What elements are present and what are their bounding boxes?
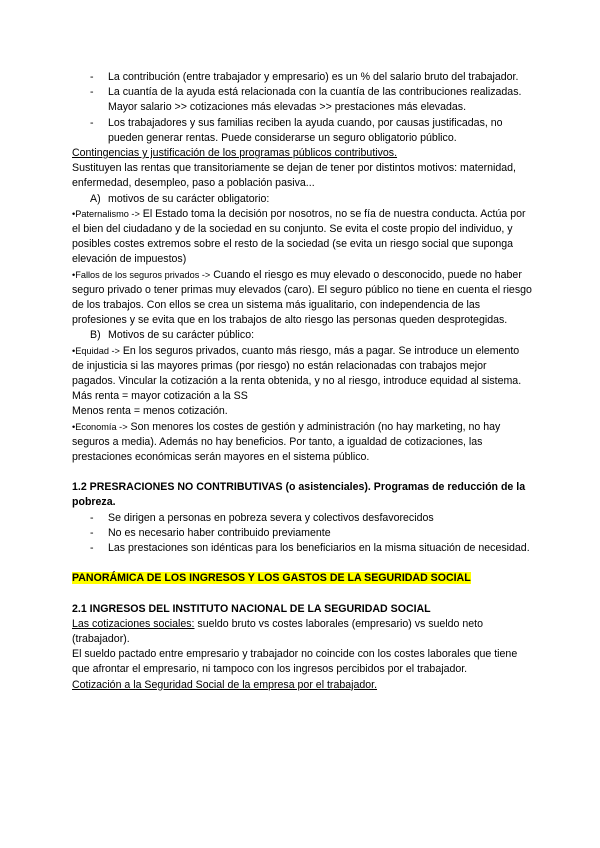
contingencias-heading: Contingencias y justificación de los programas públicos contributivos. [72,147,398,160]
fallos-text: Cuando el riesgo es muy elevado o desconocido, puede no haber seguro privado o tener primas muy elevados (caro). El seguro público no tiene en cuenta el riesgo de los trabajos. Con ellos se crea un sistema más igualitario, con independencia de las profesiones y se evita que en los trabajos de alto riesgo las personas queden desprotegidas. [72,268,532,327]
spacer [72,556,532,571]
motivos-publico-heading [72,328,532,343]
motivos-obligatorio-title: motivos de su carácter obligatorio: [108,192,270,205]
equidad-label: •Equidad -> [72,345,120,356]
panoramica-heading-line [72,571,532,586]
cotizaciones-label: Las cotizaciones sociales: [72,617,195,630]
pactado-paragraph: El sueldo pactado entre empresario y trabajador no coincide con los costes laborales que tiene que afrontar el empresario, ni tampoco con los ingresos percibidos por el trabajador. [72,648,518,676]
document-page [72,70,532,693]
panoramica-heading: PANORÁMICA DE LOS INGRESOS Y LOS GASTOS DE LA SEGURIDAD SOCIAL [72,572,471,585]
section-2-1-heading: 2.1 INGRESOS DEL INSTITUTO NACIONAL DE LA SEGURIDAD SOCIAL [72,602,431,615]
cotizaciones-paragraph [72,617,532,647]
motivos-publico-title: Motivos de su carácter público: [108,329,255,342]
menos-renta-line: Menos renta = menos cotización. [72,405,228,418]
list-item: - Las prestaciones son idénticas para los beneficiarios en la misma situación de necesidad. [72,541,532,556]
motivos-obligatorio-heading [72,192,532,207]
equidad-paragraph [72,344,532,390]
no-contributivas-list [72,511,532,557]
list-item: - La contribución (entre trabajador y empresario) es un % del salario bruto del trabajador. [72,70,532,85]
spacer [72,587,532,602]
paternalismo-paragraph [72,207,532,268]
economia-text: Son menores los costes de gestión y administración (no hay marketing, no hay seguros a media). Además no hay beneficios. Por tanto, a igualdad de cotizaciones, las prestaciones económicas serán mayores en el sistema público. [72,420,501,464]
cotizacion-empresa-heading: Cotización a la Seguridad Social de la empresa por el trabajador. [72,678,378,691]
fallos-paragraph [72,268,532,329]
section-1-2-heading: 1.2 PRESRACIONES NO CONTRIBUTIVAS (o asistenciales). Programas de reducción de la pobreza. [72,481,526,509]
list-letter: A) [90,192,101,205]
contingencias-intro: Sustituyen las rentas que transitoriamente se dejan de tener por distintos motivos: maternidad, enfermedad, desempleo, paso a población pasiva... [72,162,517,190]
list-item: - Se dirigen a personas en pobreza severa y colectivos desfavorecidos [72,511,532,526]
list-item: - No es necesario haber contribuido previamente [72,526,532,541]
economia-paragraph [72,420,532,466]
fallos-label: •Fallos de los seguros privados -> [72,269,211,280]
mas-renta-line: Más renta = mayor cotización a la SS [72,390,248,403]
paternalismo-label: •Paternalismo -> [72,208,140,219]
intro-list [72,70,532,146]
list-letter: B) [90,329,101,342]
spacer [72,465,532,480]
cotizaciones-text: sueldo bruto vs costes laborales (empresario) vs sueldo neto (trabajador). [72,617,484,645]
paternalismo-text: El Estado toma la decisión por nosotros, no se fía de nuestra conducta. Actúa por el bien del ciudadano y de la sociedad en su conjunto. Se evita el coste propio del individuo, y posibles costes extremos sobre el resto de la sociedad (se evita un riesgo social que suponga elevación de impuestos) [72,207,526,266]
list-item: - Los trabajadores y sus familias reciben la ayuda cuando, por causas justificadas, no pueden generar rentas. Puede considerarse un seguro obligatorio público. [72,116,532,146]
economia-label: •Economía -> [72,421,128,432]
equidad-text: En los seguros privados, cuanto más riesgo, más a pagar. Se introduce un elemento de injusticia si las mayores primas (por riesgo) no están relacionadas con trabajos mejor pagados. Vincular la cotización a la renta obtenida, y no al riesgo, introduce equidad al sistema. [72,344,522,388]
list-item: - La cuantía de la ayuda está relacionada con la cuantía de las contribuciones realizadas. Mayor salario >> cotizaciones más elevadas >> prestaciones más elevadas. [72,85,532,115]
